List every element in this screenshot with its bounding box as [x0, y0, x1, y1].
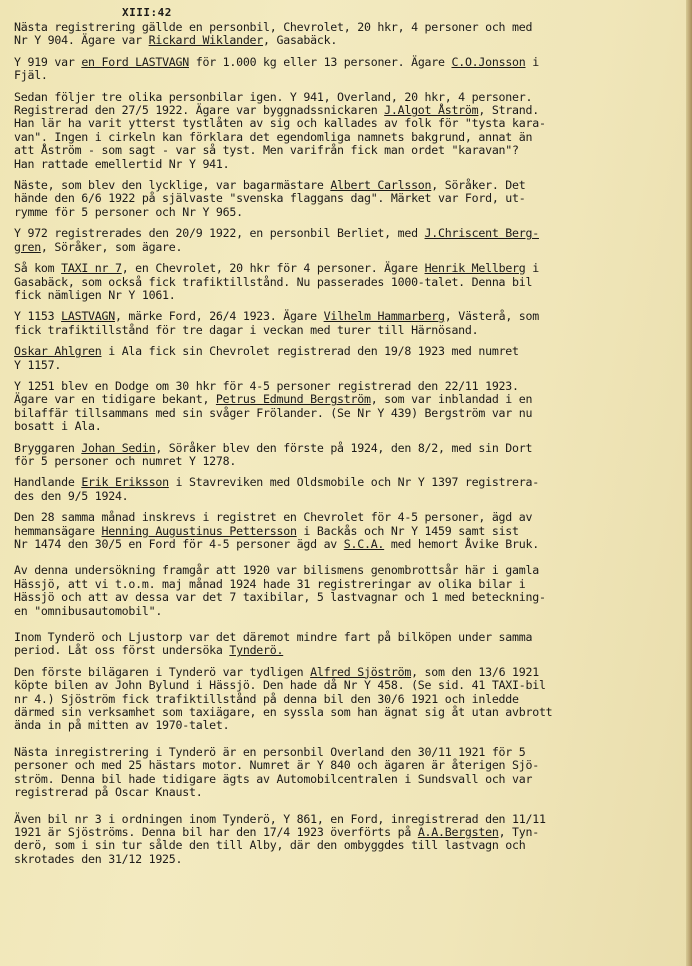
- paragraph: [14, 262, 682, 302]
- underlined-name: Tynderö.: [229, 643, 284, 658]
- text-segment: , en Chevrolet, 20 hkr för 4 personer. Ägare: [121, 261, 425, 276]
- text-segment: för 1.000 kg eller 13 personer. Ägare: [189, 54, 452, 69]
- text-segment: Sedan följer tre olika personbilar igen. Y 941, Overland, 20 hkr, 4 personer. Registrerad den 27/5 1922. Ägare var byggnadssnickaren: [14, 89, 533, 118]
- paragraph: [14, 476, 682, 503]
- paragraph: [14, 666, 682, 733]
- underlined-name: Henrik Mellberg: [424, 261, 526, 276]
- underlined-name: en Ford LASTVAGN: [81, 54, 189, 69]
- text-segment: , som var inblandad i en bilaffär tillsammans med sin svåger Frölander. (Se Nr Y 439) Bergström var nu bosatt i Ala.: [14, 392, 533, 434]
- paragraph: [14, 21, 682, 48]
- underlined-name: C.O.Jonsson: [451, 54, 526, 69]
- paragraph: [14, 442, 682, 469]
- document-body: [14, 21, 682, 866]
- text-segment: , Söråker blev den förste på 1924, den 8/2, med sin Dort för 5 personer och numret Y 1278.: [14, 440, 533, 468]
- text-segment: i Fjäl.: [14, 54, 539, 83]
- text-segment: , Söråker, som ägare.: [40, 239, 183, 254]
- page-header: XIII:42: [122, 6, 172, 19]
- paragraph: [14, 813, 682, 867]
- paragraph: [14, 227, 682, 254]
- underlined-name: Oskar Ahlgren: [14, 344, 102, 359]
- text-segment: Y 1153: [14, 309, 62, 324]
- underlined-name: J.Chriscent Berg- gren: [14, 226, 539, 254]
- text-segment: Näste, som blev den lycklige, var bagarmästare: [14, 178, 331, 193]
- paragraph: [14, 91, 682, 171]
- underlined-name: Albert Carlsson: [330, 178, 432, 193]
- text-segment: Den förste bilägaren i Tynderö var tydligen: [14, 664, 311, 679]
- underlined-name: Rickard Wiklander: [148, 33, 264, 48]
- text-segment: Inom Tynderö och Ljustorp var det däremot mindre fart på bilköpen under samma period. Låt oss först undersöka: [14, 630, 533, 658]
- page-edge: [686, 0, 692, 966]
- text-segment: Den 28 samma månad inskrevs i registret en Chevrolet för 4-5 personer, ägd av hemmansägare: [14, 510, 533, 538]
- text-segment: Av denna undersökning framgår att 1920 var bilismens genombrottsår här i gamla Hässjö, att vi t.o.m. maj månad 1924 hade 31 registreringar av olika bilar i Hässjö och att av dessa var det 7 taxibilar, 5 lastvagnar och 1 med beteckning- en "omnibusautomobil".: [14, 563, 546, 618]
- underlined-name: S.C.A.: [343, 537, 385, 551]
- underlined-name: Petrus Edmund Bergström: [215, 392, 371, 407]
- text-segment: Y 1251 blev en Dodge om 30 hkr för 4-5 personer registrerad den 22/11 1923. Ägare var en tidigare bekant,: [14, 378, 519, 407]
- underlined-name: Vilhelm Hammarberg: [323, 309, 445, 324]
- underlined-name: LASTVAGN: [61, 309, 115, 324]
- text-segment: Så kom: [14, 261, 62, 276]
- paragraph: [14, 56, 682, 83]
- underlined-name: J.Algot Åström: [384, 103, 479, 118]
- paragraph: [14, 310, 682, 337]
- underlined-name: Alfred Sjöström: [310, 664, 412, 679]
- text-segment: Nästa registrering gällde en personbil, Chevrolet, 20 hkr, 4 personer och med Nr Y 904. Ägare var: [14, 20, 533, 48]
- underlined-name: A.A.Bergsten: [417, 824, 499, 839]
- paragraph: [14, 631, 682, 658]
- text-segment: Handlande: [14, 475, 82, 490]
- text-segment: , Gasabäck.: [263, 33, 338, 48]
- underlined-name: Erik Eriksson: [81, 475, 169, 490]
- text-segment: med hemort Åvike Bruk.: [384, 537, 539, 551]
- text-segment: Även bil nr 3 i ordningen inom Tynderö, Y 861, en Ford, inregistrerad den 11/11 1921 är Sjöströms. Denna bil har den 17/4 1923 överförts på: [14, 811, 546, 839]
- text-segment: , Västerå, som fick trafiktillstånd för tre dagar i veckan med turer till Härnösand.: [14, 309, 539, 337]
- paragraph: [14, 564, 682, 618]
- text-segment: i Gasabäck, som också fick trafiktillstånd. Nu passerades 1000-talet. Denna bil fick nämligen Nr Y 1061.: [14, 261, 539, 302]
- paragraph: [14, 380, 682, 434]
- text-segment: , som den 13/6 1921 köpte bilen av John Bylund i Hässjö. Den hade då Nr Y 458. (Se sid. 41 TAXI-bil nr 4.) Sjöström fick trafiktillstånd på denna bil den 30/6 1921 och inledde därmed sin verksamhet som taxiägare, en syssla som han ägnat sig åt utan avbrott ända in på mitten av 1970-talet.: [14, 664, 553, 733]
- paragraph: [14, 511, 682, 551]
- text-segment: i Backås och Nr Y 1459 samt sist Nr 1474 den 30/5 en Ford för 4-5 personer ägd av: [14, 523, 519, 551]
- text-segment: Y 972 registrerades den 20/9 1922, en personbil Berliet, med: [14, 226, 425, 241]
- paragraph: [14, 746, 682, 800]
- underlined-name: Henning Augustinus Pettersson: [101, 523, 297, 538]
- text-segment: Y 919 var: [14, 54, 82, 69]
- text-segment: i Ala fick sin Chevrolet registrerad den 19/8 1923 med numret Y 1157.: [14, 344, 519, 372]
- paragraph: [14, 345, 682, 372]
- text-segment: i Stavreviken med Oldsmobile och Nr Y 1397 registrera- des den 9/5 1924.: [14, 475, 539, 503]
- text-segment: Bryggaren: [14, 440, 82, 455]
- text-segment: , Söråker. Det hände den 6/6 1922 på självaste "svenska flaggans dag". Märket var Ford, ut- rymme för 5 personer och Nr Y 965.: [14, 178, 526, 219]
- text-segment: , märke Ford, 26/4 1923. Ägare: [114, 309, 324, 324]
- underlined-name: TAXI nr 7: [61, 261, 122, 276]
- text-segment: Nästa inregistrering i Tynderö är en personbil Overland den 30/11 1921 för 5 personer och med 25 hästars motor. Numret är Y 840 och ägaren är återigen Sjö- ström. Denna bil hade tidigare ägts av Automobilcentralen i Sundsvall och var registrerad på Oscar Knaust.: [14, 744, 539, 800]
- paragraph: [14, 179, 682, 219]
- text-segment: , Strand. Han lär ha varit ytterst tystlåten av sig och kallades av folk för "tysta kara- van". Ingen i cirkeln kan förklara det egendomliga namnets bakgrund, annat än att Åström - som sagt - var så tyst. Men varifrån fick man ordet "karavan"? Han rattade emellertid Nr Y 941.: [14, 103, 546, 171]
- text-segment: , Tyn- derö, som i sin tur sålde den till Alby, där den ombyggdes till lastvagn och skrotades den 31/12 1925.: [14, 824, 539, 866]
- underlined-name: Johan Sedin: [81, 440, 156, 455]
